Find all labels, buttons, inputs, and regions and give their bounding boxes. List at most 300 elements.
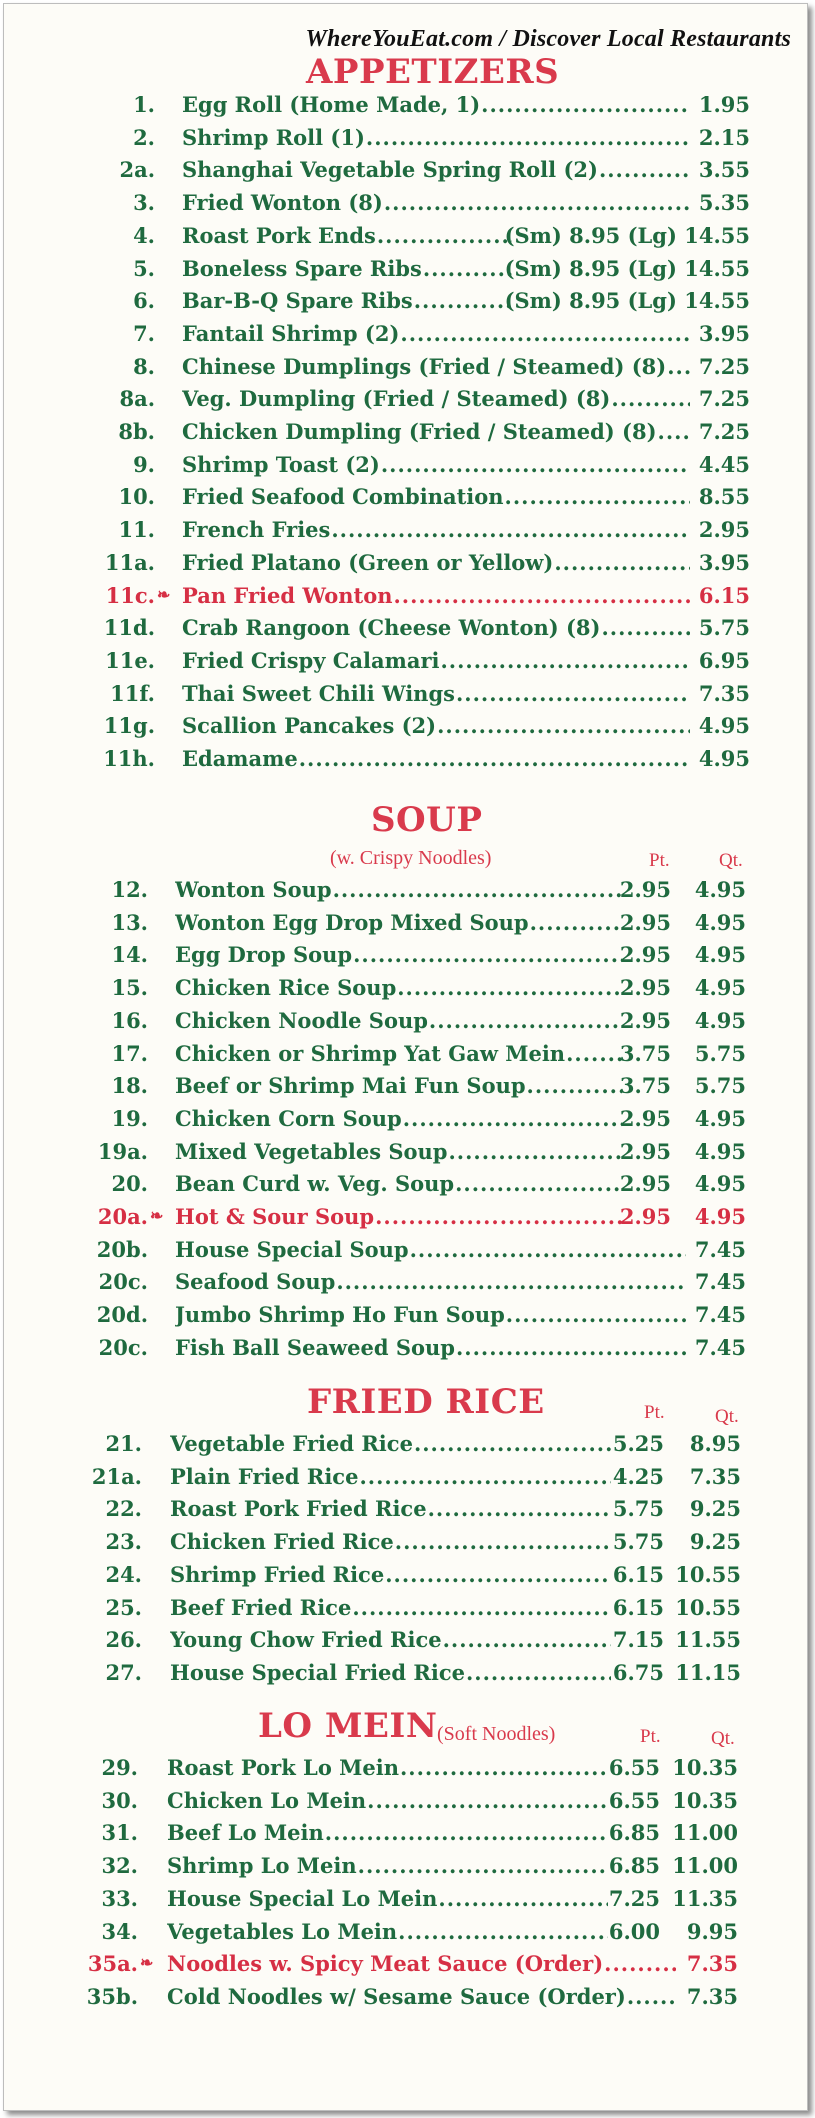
menu-item-row — [4, 386, 808, 418]
item-price-quart: 11.55 — [675, 1627, 741, 1653]
soup-subtitle: (w. Crispy Noodles) — [330, 847, 492, 869]
item-price-quart: 9.25 — [689, 1529, 741, 1555]
item-name: Shrimp Toast (2) — [182, 451, 380, 477]
item-name-leader — [175, 942, 624, 967]
item-name: Roast Pork Lo Mein — [167, 1755, 399, 1780]
menu-page — [3, 3, 808, 2111]
item-price-quart: 7.35 — [686, 1983, 738, 2009]
item-price: 7.35 — [698, 680, 750, 706]
item-name: Boneless Spare Ribs — [182, 255, 422, 281]
menu-item-row — [4, 1820, 808, 1852]
item-price-quart: 4.95 — [694, 975, 746, 1001]
soup-title: SOUP — [371, 800, 483, 840]
menu-item-row — [4, 1008, 808, 1040]
item-number: 13. — [111, 909, 148, 935]
item-number: 24. — [105, 1561, 142, 1587]
menu-item-row — [4, 942, 808, 974]
item-name-leader — [175, 1237, 688, 1262]
item-name: Plain Fried Rice — [170, 1463, 359, 1489]
dot-leader — [353, 942, 622, 967]
menu-item-row — [4, 1106, 808, 1138]
item-price: 8.55 — [698, 484, 750, 510]
item-name-leader — [175, 1335, 688, 1360]
item-price-quart: 4.95 — [694, 909, 746, 935]
item-price-pint: 3.75 — [619, 1073, 671, 1099]
menu-item-row — [4, 1073, 808, 1105]
menu-item-row — [4, 746, 808, 778]
menu-item-row — [4, 1496, 808, 1528]
item-name: Chicken Rice Soup — [175, 975, 397, 1001]
fried-rice-pt-header: Pt. — [644, 1402, 665, 1423]
dot-leader — [375, 1204, 622, 1229]
item-price-pint: 2.95 — [619, 1105, 671, 1131]
item-number: 2. — [133, 124, 155, 150]
item-price: 5.35 — [698, 190, 750, 216]
dot-leader — [398, 1919, 608, 1944]
item-price-quart: 11.00 — [672, 1853, 738, 1879]
item-price-quart: 10.55 — [675, 1594, 741, 1620]
item-price: (Sm) 8.95 (Lg) 14.55 — [504, 255, 750, 281]
item-price-quart: 9.25 — [689, 1496, 741, 1522]
item-name: Beef Fried Rice — [170, 1594, 352, 1620]
item-number: 32. — [101, 1853, 138, 1879]
item-number: 21a. — [91, 1463, 142, 1489]
item-price-pint: 2.95 — [619, 1204, 671, 1229]
item-price-quart: 7.35 — [686, 1951, 738, 1977]
item-number: 14. — [111, 942, 148, 968]
item-name: House Special Fried Rice — [170, 1659, 465, 1685]
item-number: 35a. — [87, 1951, 138, 1977]
dot-leader — [403, 1106, 622, 1131]
item-name: Chicken Corn Soup — [175, 1105, 402, 1131]
item-price-pint: 3.75 — [619, 1040, 671, 1066]
item-name: Chicken Dumpling (Fried / Steamed) (8) — [182, 419, 657, 444]
menu-item-row — [4, 1431, 808, 1463]
menu-item-row — [4, 1755, 808, 1787]
item-name: Egg Roll (Home Made, 1) — [182, 92, 481, 117]
item-name: Shrimp Lo Mein — [167, 1853, 357, 1879]
item-name: Fantail Shrimp (2) — [182, 320, 400, 346]
spicy-icon: ❧ — [150, 1206, 164, 1225]
item-number: 2a. — [119, 157, 155, 183]
item-price-quart: 7.45 — [694, 1302, 746, 1328]
item-price-pint: 6.15 — [612, 1594, 664, 1620]
menu-item-row — [4, 256, 808, 288]
spicy-icon: ❧ — [157, 584, 171, 604]
item-number: 26. — [105, 1627, 142, 1653]
menu-item-row — [4, 1853, 808, 1885]
item-number: 3. — [133, 190, 155, 216]
item-number: 11g. — [103, 713, 155, 739]
dot-leader — [448, 1139, 622, 1164]
item-name: Chicken Lo Mein — [167, 1787, 367, 1813]
item-name: Chicken or Shrimp Yat Gaw Mein — [175, 1040, 566, 1066]
item-price-quart: 4.95 — [694, 942, 746, 968]
menu-item-row — [4, 713, 808, 745]
lo-mein-qt-header: Qt. — [711, 1728, 735, 1749]
item-number: 20c. — [98, 1269, 148, 1295]
item-price-pint: 7.25 — [608, 1885, 660, 1911]
item-price-quart: 4.95 — [694, 877, 746, 902]
menu-item-row — [4, 1302, 808, 1334]
item-name-leader — [170, 1627, 613, 1652]
dot-leader — [333, 877, 622, 902]
item-number: 11c. — [105, 582, 155, 608]
site-header: WhereYouEat.com / Discover Local Restaurants — [305, 26, 791, 52]
item-name-leader — [167, 1984, 678, 2009]
item-price-quart: 7.45 — [694, 1269, 746, 1295]
item-name-leader — [175, 1139, 624, 1164]
item-name-leader — [175, 1171, 624, 1196]
item-number: 6. — [133, 288, 155, 314]
item-name-leader — [175, 975, 624, 1000]
dot-leader — [530, 910, 622, 935]
dot-leader — [443, 1627, 611, 1652]
item-name-leader — [175, 1073, 624, 1098]
item-name-leader — [167, 1788, 610, 1813]
item-name: Veg. Dumpling (Fried / Steamed) (8) — [182, 386, 611, 412]
menu-item-row — [4, 1464, 808, 1496]
item-name: Shrimp Fried Rice — [170, 1561, 385, 1587]
item-name-leader — [175, 910, 624, 935]
menu-item-row — [4, 1335, 808, 1367]
item-number: 16. — [111, 1007, 148, 1033]
item-name: Pan Fried Wonton — [182, 582, 393, 608]
item-name-leader — [167, 1919, 610, 1944]
lo-mein-title: LO MEIN — [258, 1706, 438, 1746]
item-name: Chicken Fried Rice — [170, 1529, 394, 1555]
item-number: 1. — [133, 92, 155, 117]
item-price-pint: 2.95 — [619, 942, 671, 968]
item-name: Seafood Soup — [175, 1269, 336, 1295]
item-price-pint: 2.95 — [619, 975, 671, 1001]
menu-item-row — [4, 1041, 808, 1073]
item-price-pint: 6.85 — [608, 1820, 660, 1846]
dot-leader — [429, 1008, 622, 1033]
item-number: 11f. — [110, 680, 155, 706]
item-name: Vegetable Fried Rice — [170, 1431, 413, 1456]
item-name: French Fries — [182, 517, 331, 543]
menu-item-row — [4, 517, 808, 549]
item-price-pint: 2.95 — [619, 1138, 671, 1164]
item-price-quart: 5.75 — [694, 1040, 746, 1066]
item-number: 8a. — [119, 386, 155, 412]
item-name: Shrimp Roll (1) — [182, 124, 365, 150]
item-price-pint: 6.55 — [608, 1755, 660, 1780]
item-name: Crab Rangoon (Cheese Wonton) (8) — [182, 615, 601, 641]
menu-item-row — [4, 1627, 808, 1659]
item-name-leader — [167, 1886, 610, 1911]
item-number: 11a. — [104, 549, 155, 575]
item-name: Beef or Shrimp Mai Fun Soup — [175, 1073, 526, 1099]
item-price: 5.75 — [698, 615, 750, 641]
item-name-leader — [170, 1529, 613, 1554]
item-name: Vegetables Lo Mein — [167, 1918, 398, 1944]
item-number: 21. — [105, 1431, 142, 1456]
item-name: Roast Pork Fried Rice — [170, 1496, 427, 1522]
item-name-leader — [175, 1041, 624, 1066]
item-name-leader — [170, 1431, 613, 1456]
menu-item-row — [4, 1562, 808, 1594]
menu-item-row — [4, 419, 808, 451]
item-number: 10. — [118, 484, 155, 510]
dot-leader — [385, 1562, 611, 1587]
item-price-pint: 5.75 — [612, 1529, 664, 1555]
item-price-pint: 4.25 — [612, 1463, 664, 1489]
item-name: Edamame — [182, 746, 298, 771]
item-price: 6.15 — [698, 582, 750, 608]
menu-item-row — [4, 1595, 808, 1627]
item-price: 7.25 — [698, 353, 750, 379]
item-price-quart: 7.35 — [689, 1463, 741, 1489]
menu-item-row — [4, 1139, 808, 1171]
item-name: Egg Drop Soup — [175, 942, 353, 968]
item-price-pint: 2.95 — [619, 1171, 671, 1197]
item-price: 2.95 — [698, 517, 750, 543]
menu-item-row — [4, 1919, 808, 1951]
item-number: 4. — [133, 222, 155, 248]
soup-pt-header: Pt. — [649, 850, 670, 871]
item-name: Noodles w. Spicy Meat Sauce (Order) — [167, 1951, 604, 1977]
dot-leader — [455, 1171, 622, 1196]
item-number: 7. — [133, 320, 155, 346]
item-name: Chinese Dumplings (Fried / Steamed) (8) — [182, 353, 667, 379]
item-number: 9. — [133, 451, 155, 477]
item-number: 25. — [105, 1594, 142, 1620]
dot-leader — [400, 1755, 608, 1780]
item-price: 3.95 — [698, 320, 750, 346]
dot-leader — [466, 1660, 611, 1685]
item-name: Beef Lo Mein — [167, 1820, 324, 1846]
appetizers-title: APPETIZERS — [306, 52, 560, 92]
item-number: 31. — [101, 1820, 138, 1846]
item-price-quart: 4.95 — [694, 1138, 746, 1164]
item-name-leader — [175, 1106, 624, 1131]
dot-leader — [414, 1431, 611, 1456]
menu-item-row — [4, 583, 808, 615]
item-price-quart: 11.15 — [675, 1659, 741, 1685]
menu-item-row — [4, 648, 808, 680]
item-number: 5. — [133, 255, 155, 281]
item-number: 20c. — [98, 1334, 148, 1360]
item-name-leader — [175, 1008, 624, 1033]
dot-leader — [506, 1302, 686, 1327]
dot-leader — [358, 1853, 608, 1878]
spicy-icon: ❧ — [140, 1953, 154, 1973]
dot-leader — [428, 1496, 611, 1521]
menu-item-row — [4, 223, 808, 255]
item-price-quart: 7.45 — [694, 1334, 746, 1360]
item-price-quart: 10.35 — [672, 1755, 738, 1780]
dot-leader — [359, 1464, 611, 1489]
item-price: 7.25 — [698, 386, 750, 412]
dot-leader — [352, 1595, 611, 1620]
menu-item-row — [4, 1171, 808, 1203]
fried-rice-title: FRIED RICE — [307, 1382, 545, 1422]
menu-item-row — [4, 452, 808, 484]
item-number: 19. — [111, 1105, 148, 1131]
item-name: House Special Soup — [175, 1236, 409, 1262]
menu-item-row — [4, 877, 808, 909]
menu-item-row — [4, 681, 808, 713]
item-price-quart: 7.45 — [694, 1236, 746, 1262]
dot-leader — [325, 1820, 608, 1845]
item-price-pint: 2.95 — [619, 909, 671, 935]
item-name-leader — [170, 1660, 613, 1685]
item-price: 2.15 — [698, 124, 750, 150]
item-number: 11. — [118, 517, 155, 543]
item-number: 34. — [101, 1918, 138, 1944]
item-name-leader — [167, 1755, 610, 1780]
item-name: Hot & Sour Soup — [175, 1204, 375, 1229]
item-number: 23. — [105, 1529, 142, 1555]
menu-item-row — [4, 484, 808, 516]
menu-item-row — [4, 1269, 808, 1301]
item-number: 29. — [101, 1755, 138, 1780]
item-name: Shanghai Vegetable Spring Roll (2) — [182, 157, 598, 183]
item-number: 11e. — [105, 647, 155, 673]
item-number: 20a. — [97, 1204, 148, 1229]
item-number: 33. — [101, 1885, 138, 1911]
item-name: Roast Pork Ends — [182, 222, 376, 248]
item-name-leader — [170, 1464, 613, 1489]
item-price: 6.95 — [698, 647, 750, 673]
item-number: 19a. — [97, 1138, 148, 1164]
item-price-pint: 7.15 — [612, 1627, 664, 1653]
item-price: 4.95 — [698, 713, 750, 739]
item-price-pint: 2.95 — [619, 877, 671, 902]
dot-leader — [604, 1951, 676, 1976]
item-name: Bean Curd w. Veg. Soup — [175, 1171, 455, 1197]
menu-item-row — [4, 975, 808, 1007]
item-price-quart: 5.75 — [694, 1073, 746, 1099]
menu-item-row — [4, 615, 808, 647]
menu-item-row — [4, 1984, 808, 2016]
item-price: (Sm) 8.95 (Lg) 14.55 — [504, 222, 750, 248]
dot-leader — [397, 975, 622, 1000]
item-number: 8. — [133, 353, 155, 379]
item-price: 3.55 — [698, 157, 750, 183]
item-name-leader — [167, 1853, 610, 1878]
item-price: 7.25 — [698, 419, 750, 444]
item-price-quart: 10.55 — [675, 1561, 741, 1587]
item-name: Mixed Vegetables Soup — [175, 1138, 448, 1164]
item-name: Fried Platano (Green or Yellow) — [182, 549, 554, 575]
item-price: 4.95 — [698, 746, 750, 771]
item-name-leader — [170, 1562, 613, 1587]
item-price-quart: 4.95 — [694, 1171, 746, 1197]
item-price-quart: 10.35 — [672, 1787, 738, 1813]
item-number: 17. — [111, 1040, 148, 1066]
menu-item-row — [4, 190, 808, 222]
item-number: 20. — [111, 1171, 148, 1197]
item-price-pint: 5.75 — [612, 1496, 664, 1522]
item-name: Young Chow Fried Rice — [170, 1627, 442, 1653]
dot-leader — [456, 1335, 686, 1360]
menu-item-row — [4, 1788, 808, 1820]
item-number: 12. — [111, 877, 148, 902]
item-name-leader — [182, 223, 514, 248]
dot-leader — [367, 1788, 608, 1813]
item-price-quart: 11.35 — [672, 1885, 738, 1911]
item-price-pint: 6.85 — [608, 1853, 660, 1879]
item-price: 1.95 — [698, 92, 750, 117]
item-name: House Special Lo Mein — [167, 1885, 438, 1911]
item-name-leader — [175, 877, 624, 902]
item-name-leader — [167, 1820, 610, 1845]
item-name-leader — [182, 288, 514, 313]
item-price: 4.45 — [698, 451, 750, 477]
item-price-quart: 11.00 — [672, 1820, 738, 1846]
menu-item-row — [4, 125, 808, 157]
item-price: (Sm) 8.95 (Lg) 14.55 — [504, 288, 750, 314]
item-price-quart: 9.95 — [686, 1918, 738, 1944]
menu-item-row — [4, 1237, 808, 1269]
item-number: 15. — [111, 975, 148, 1001]
item-name: Scallion Pancakes (2) — [182, 713, 437, 739]
item-price-quart: 4.95 — [694, 1105, 746, 1131]
item-name: Cold Noodles w/ Sesame Sauce (Order) — [167, 1983, 626, 2009]
menu-item-row — [4, 1951, 808, 1983]
item-price-pint: 5.25 — [612, 1431, 664, 1456]
item-name: Fried Seafood Combination — [182, 484, 504, 510]
item-name: Fried Crispy Calamari — [182, 647, 440, 673]
item-name: Thai Sweet Chili Wings — [182, 680, 455, 706]
item-price-pint: 6.15 — [612, 1561, 664, 1587]
item-name: Fried Wonton (8) — [182, 190, 383, 216]
item-name-leader — [167, 1951, 678, 1976]
item-number: 20d. — [96, 1302, 148, 1328]
dot-leader — [527, 1073, 622, 1098]
item-price-quart: 4.95 — [694, 1007, 746, 1033]
lo-mein-subtitle: (Soft Noodles) — [437, 1723, 556, 1745]
menu-item-row — [4, 92, 808, 124]
item-number: 22. — [105, 1496, 142, 1522]
item-name-leader — [175, 1204, 624, 1229]
menu-item-row — [4, 1204, 808, 1236]
item-number: 11d. — [103, 615, 155, 641]
item-price-pint: 6.75 — [612, 1659, 664, 1685]
lo-mein-pt-header: Pt. — [640, 1726, 661, 1747]
item-number: 11h. — [103, 746, 155, 771]
menu-item-row — [4, 550, 808, 582]
item-name-leader — [175, 1269, 688, 1294]
item-name-leader — [175, 1302, 688, 1327]
item-name: Bar-B-Q Spare Ribs — [182, 288, 413, 314]
menu-item-row — [4, 910, 808, 942]
fried-rice-qt-header: Qt. — [715, 1406, 739, 1427]
dot-leader — [336, 1269, 686, 1294]
dot-leader — [438, 1886, 608, 1911]
item-price-quart: 4.95 — [694, 1204, 746, 1229]
item-price-pint: 6.55 — [608, 1787, 660, 1813]
item-name-leader — [170, 1595, 613, 1620]
item-name: Jumbo Shrimp Ho Fun Soup — [175, 1302, 505, 1328]
menu-item-row — [4, 288, 808, 320]
dot-leader — [410, 1237, 686, 1262]
item-name: Wonton Egg Drop Mixed Soup — [175, 909, 529, 935]
item-number: 18. — [111, 1073, 148, 1099]
item-price-quart: 8.95 — [689, 1431, 741, 1456]
menu-item-row — [4, 1660, 808, 1692]
item-number: 30. — [101, 1787, 138, 1813]
item-number: 8b. — [118, 419, 155, 444]
menu-item-row — [4, 321, 808, 353]
item-name-leader — [170, 1496, 613, 1521]
item-number: 27. — [105, 1659, 142, 1685]
item-name: Wonton Soup — [175, 877, 332, 902]
menu-item-row — [4, 157, 808, 189]
